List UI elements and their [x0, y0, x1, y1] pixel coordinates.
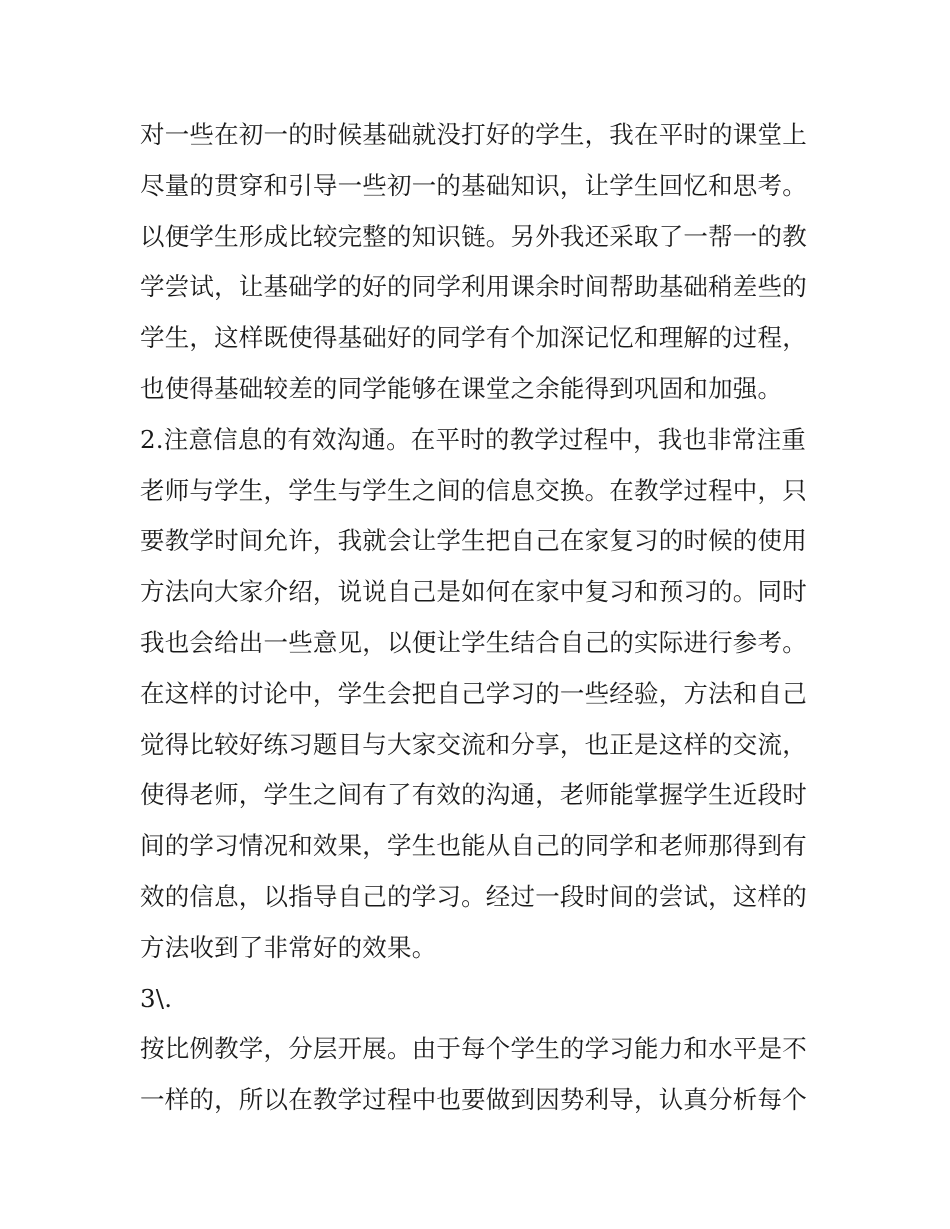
text-line-13: 觉得比较好练习题目与大家交流和分享，也正是这样的交流， — [140, 729, 807, 759]
text-line-19: 按比例教学，分层开展。由于每个学生的学习能力和水平是不 — [140, 1034, 807, 1064]
text-line-2: 尽量的贯穿和引导一些初一的基础知识，让学生回忆和思考。 — [140, 170, 807, 200]
text-line-9: 要教学时间允许，我就会让学生把自己在家复习的时候的使用 — [140, 526, 807, 556]
text-line-15: 间的学习情况和效果，学生也能从自己的同学和老师那得到有 — [140, 831, 807, 861]
text-line-11: 我也会给出一些意见，以便让学生结合自己的实际进行参考。 — [140, 627, 807, 657]
text-line-3: 以便学生形成比较完整的知识链。另外我还采取了一帮一的教 — [140, 221, 807, 251]
text-line-12: 在这样的讨论中，学生会把自己学习的一些经验，方法和自己 — [140, 678, 807, 708]
text-line-20: 一样的，所以在教学过程中也要做到因势利导，认真分析每个 — [140, 1085, 807, 1115]
text-line-4: 学尝试，让基础学的好的同学利用课余时间帮助基础稍差些的 — [140, 272, 807, 302]
body-text — [140, 110, 820, 1126]
text-line-7: 2.注意信息的有效沟通。在平时的教学过程中，我也非常注重 — [140, 424, 806, 454]
text-line-18: 3\. — [140, 983, 173, 1013]
text-line-1: 对一些在初一的时候基础就没打好的学生，我在平时的课堂上 — [140, 120, 807, 149]
text-line-10: 方法向大家介绍，说说自己是如何在家中复习和预习的。同时 — [140, 577, 807, 607]
text-line-17: 方法收到了非常好的效果。 — [140, 932, 437, 962]
text-line-8: 老师与学生，学生与学生之间的信息交换。在教学过程中，只 — [140, 475, 807, 505]
text-line-14: 使得老师，学生之间有了有效的沟通，老师能掌握学生近段时 — [140, 780, 807, 810]
text-line-6: 也使得基础较差的同学能够在课堂之余能得到巩固和加强。 — [140, 373, 783, 403]
text-line-5: 学生，这样既使得基础好的同学有个加深记忆和理解的过程， — [140, 323, 807, 353]
text-line-16: 效的信息，以指导自己的学习。经过一段时间的尝试，这样的 — [140, 881, 807, 911]
